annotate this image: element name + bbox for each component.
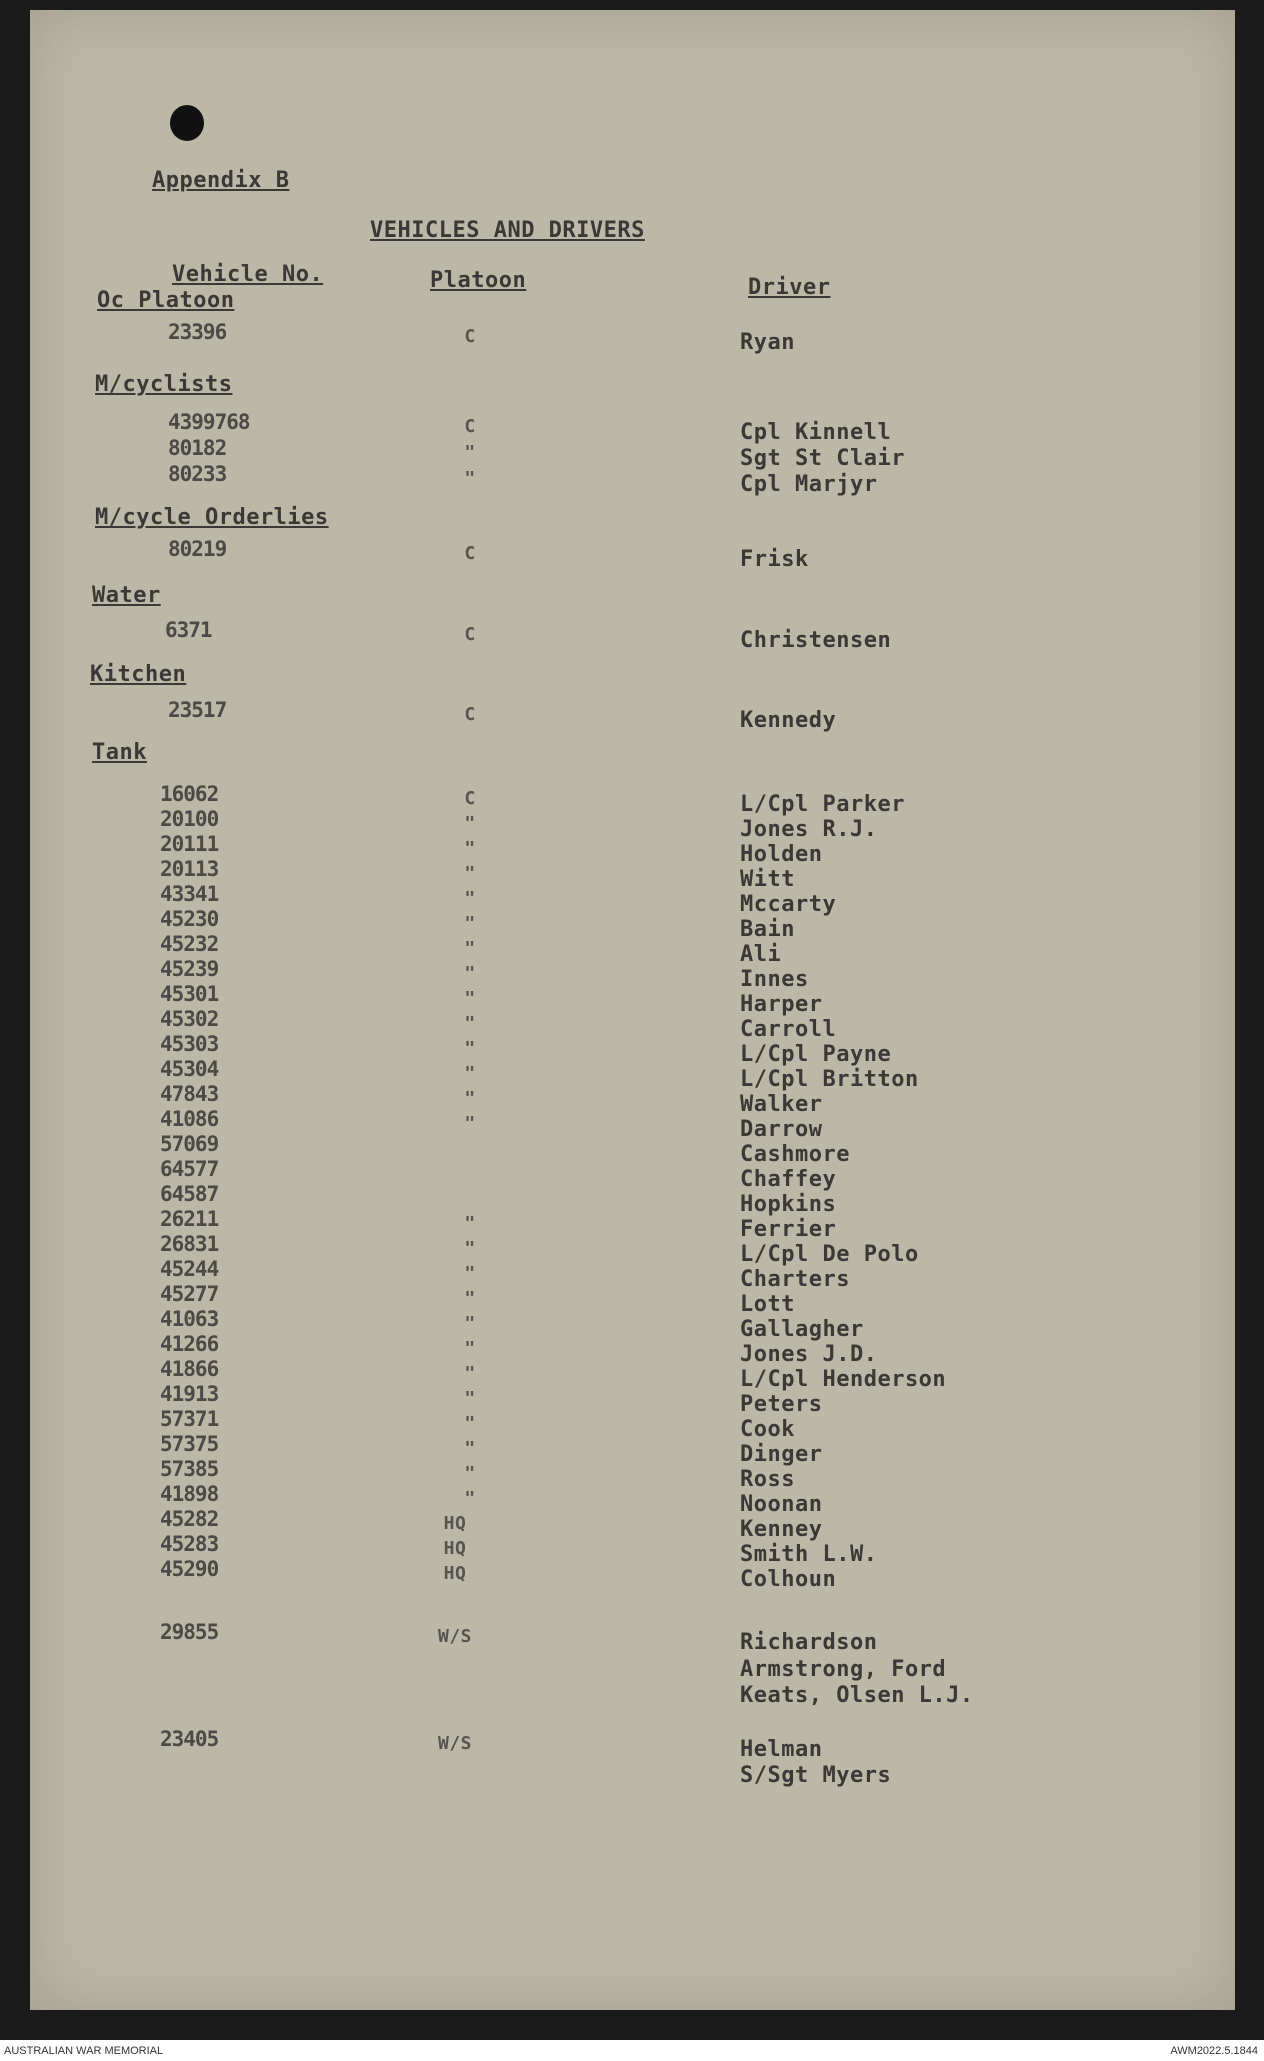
driver-name: Kennedy — [740, 708, 837, 733]
driver-name: Witt — [740, 867, 795, 892]
platoon-value: " — [464, 813, 476, 834]
platoon-value: " — [464, 1488, 476, 1509]
platoon-value: " — [464, 1438, 476, 1459]
vehicle-number: 64587 — [160, 1182, 219, 1206]
section-water: Water — [92, 583, 161, 608]
vehicle-number: 45301 — [160, 982, 219, 1006]
vehicle-number: 57385 — [160, 1457, 219, 1481]
vehicle-number: 6371 — [165, 618, 212, 642]
vehicle-number: 41086 — [160, 1107, 219, 1131]
platoon-value: " — [464, 1263, 476, 1284]
platoon-value: " — [464, 1088, 476, 1109]
platoon-value: HQ — [443, 1513, 467, 1534]
driver-name: Lott — [740, 1292, 795, 1317]
vehicle-number: 45232 — [160, 932, 219, 956]
vehicle-number: 41866 — [160, 1357, 219, 1381]
driver-name: Harper — [740, 992, 823, 1017]
driver-name: Keats, Olsen L.J. — [740, 1683, 974, 1708]
vehicle-number: 57371 — [160, 1407, 219, 1431]
punch-hole — [170, 105, 204, 141]
driver-name: Charters — [740, 1267, 850, 1292]
platoon-value: W/S — [437, 1733, 472, 1754]
driver-name: Ferrier — [740, 1217, 837, 1242]
vehicle-number: 20113 — [160, 857, 219, 881]
platoon-value: " — [464, 1238, 476, 1259]
vehicle-number: 23517 — [168, 698, 227, 722]
driver-name: Cpl Marjyr — [740, 472, 878, 497]
driver-name: Armstrong, Ford — [740, 1657, 947, 1682]
driver-name: Noonan — [740, 1492, 823, 1517]
vehicle-number: 20100 — [160, 807, 219, 831]
driver-name: Innes — [740, 967, 809, 992]
vehicle-number: 45290 — [160, 1557, 219, 1581]
platoon-value: " — [464, 1388, 476, 1409]
vehicle-number: 16062 — [160, 782, 219, 806]
platoon-column-header: Platoon — [430, 268, 527, 293]
driver-name: Holden — [740, 842, 823, 867]
driver-name: L/Cpl Britton — [740, 1067, 919, 1092]
section-m-cycle-orderlies: M/cycle Orderlies — [95, 505, 329, 530]
driver-name: Chaffey — [740, 1167, 837, 1192]
platoon-value: " — [464, 442, 476, 463]
vehicle-number: 29855 — [160, 1620, 219, 1644]
platoon-value: HQ — [443, 1563, 467, 1584]
platoon-value: " — [464, 468, 476, 489]
vehicle-number: 64577 — [160, 1157, 219, 1181]
driver-name: L/Cpl Parker — [740, 792, 905, 817]
driver-name: Ryan — [740, 330, 795, 355]
driver-name: Bain — [740, 917, 795, 942]
driver-name: Kenney — [740, 1517, 823, 1542]
platoon-value: " — [464, 1413, 476, 1434]
vehicle-number: 4399768 — [168, 410, 250, 434]
driver-name: Helman — [740, 1737, 823, 1762]
driver-name: L/Cpl Henderson — [740, 1367, 947, 1392]
driver-name: Carroll — [740, 1017, 837, 1042]
footer-source: AUSTRALIAN WAR MEMORIAL — [4, 2045, 164, 2057]
platoon-value: " — [464, 838, 476, 859]
section-tank: Tank — [92, 740, 147, 765]
platoon-value: " — [464, 1213, 476, 1234]
vehicle-number: 47843 — [160, 1082, 219, 1106]
driver-name: Darrow — [740, 1117, 823, 1142]
vehicle-number: 57375 — [160, 1432, 219, 1456]
driver-name: Jones J.D. — [740, 1342, 878, 1367]
driver-name: Frisk — [740, 547, 809, 572]
appendix-title: Appendix B — [152, 168, 290, 193]
vehicle-number: 80233 — [168, 462, 227, 486]
vehicle-number: 45302 — [160, 1007, 219, 1031]
section-m-cyclists: M/cyclists — [95, 372, 233, 397]
vehicle-number: 41913 — [160, 1382, 219, 1406]
vehicle-number: 57069 — [160, 1132, 219, 1156]
driver-name: Ross — [740, 1467, 795, 1492]
driver-name: Gallagher — [740, 1317, 864, 1342]
driver-name: Christensen — [740, 628, 892, 653]
platoon-value: " — [464, 1113, 476, 1134]
platoon-value: C — [464, 543, 476, 564]
driver-name: S/Sgt Myers — [740, 1763, 892, 1788]
section-kitchen: Kitchen — [90, 662, 187, 687]
platoon-value: " — [464, 988, 476, 1009]
vehicle-number: 41063 — [160, 1307, 219, 1331]
driver-name: Cook — [740, 1417, 795, 1442]
platoon-value: " — [464, 1363, 476, 1384]
driver-name: Richardson — [740, 1630, 878, 1655]
platoon-value: " — [464, 1013, 476, 1034]
vehicle-number: 41266 — [160, 1332, 219, 1356]
platoon-value: " — [464, 938, 476, 959]
document-title: VEHICLES AND DRIVERS — [370, 218, 645, 243]
vehicle-column-header: Vehicle No. — [172, 262, 324, 287]
driver-name: Smith L.W. — [740, 1542, 878, 1567]
footer-reference: AWM2022.5.1844 — [1170, 2045, 1258, 2057]
vehicle-number: 45277 — [160, 1282, 219, 1306]
platoon-value: C — [464, 326, 476, 347]
platoon-value: " — [464, 1313, 476, 1334]
platoon-value: " — [464, 1063, 476, 1084]
vehicle-number: 80182 — [168, 436, 227, 460]
platoon-value: " — [464, 1038, 476, 1059]
platoon-value: C — [464, 788, 476, 809]
driver-name: Peters — [740, 1392, 823, 1417]
vehicle-number: 43341 — [160, 882, 219, 906]
driver-name: Dinger — [740, 1442, 823, 1467]
vehicle-number: 45304 — [160, 1057, 219, 1081]
platoon-value: " — [464, 1463, 476, 1484]
vehicle-number: 45230 — [160, 907, 219, 931]
driver-name: Cpl Kinnell — [740, 420, 892, 445]
driver-name: Mccarty — [740, 892, 837, 917]
vehicle-number: 45282 — [160, 1507, 219, 1531]
driver-name: Walker — [740, 1092, 823, 1117]
vehicle-number: 26831 — [160, 1232, 219, 1256]
driver-name: Ali — [740, 942, 782, 967]
vehicle-number: 26211 — [160, 1207, 219, 1231]
platoon-value: HQ — [443, 1538, 467, 1559]
platoon-value: " — [464, 1338, 476, 1359]
platoon-value: " — [464, 1288, 476, 1309]
driver-name: Sgt St Clair — [740, 446, 905, 471]
vehicle-number: 45244 — [160, 1257, 219, 1281]
driver-name: Hopkins — [740, 1192, 837, 1217]
platoon-value: " — [464, 963, 476, 984]
platoon-value: C — [464, 624, 476, 645]
platoon-value: " — [464, 913, 476, 934]
vehicle-number: 80219 — [168, 537, 227, 561]
platoon-value: " — [464, 888, 476, 909]
vehicle-number: 23405 — [160, 1727, 219, 1751]
driver-name: Colhoun — [740, 1567, 837, 1592]
platoon-value: C — [464, 416, 476, 437]
driver-name: Cashmore — [740, 1142, 850, 1167]
driver-name: Jones R.J. — [740, 817, 878, 842]
archive-footer — [0, 2042, 1264, 2061]
vehicle-number: 23396 — [168, 320, 227, 344]
platoon-value: W/S — [437, 1626, 472, 1647]
driver-column-header: Driver — [748, 275, 831, 300]
vehicle-number: 41898 — [160, 1482, 219, 1506]
driver-name: L/Cpl De Polo — [740, 1242, 919, 1267]
vehicle-number: 45239 — [160, 957, 219, 981]
vehicle-number: 45283 — [160, 1532, 219, 1556]
vehicle-number: 45303 — [160, 1032, 219, 1056]
platoon-value: " — [464, 863, 476, 884]
platoon-value: C — [464, 704, 476, 725]
vehicle-number: 20111 — [160, 832, 219, 856]
section-oc-platoon: Oc Platoon — [97, 288, 235, 313]
driver-name: L/Cpl Payne — [740, 1042, 892, 1067]
